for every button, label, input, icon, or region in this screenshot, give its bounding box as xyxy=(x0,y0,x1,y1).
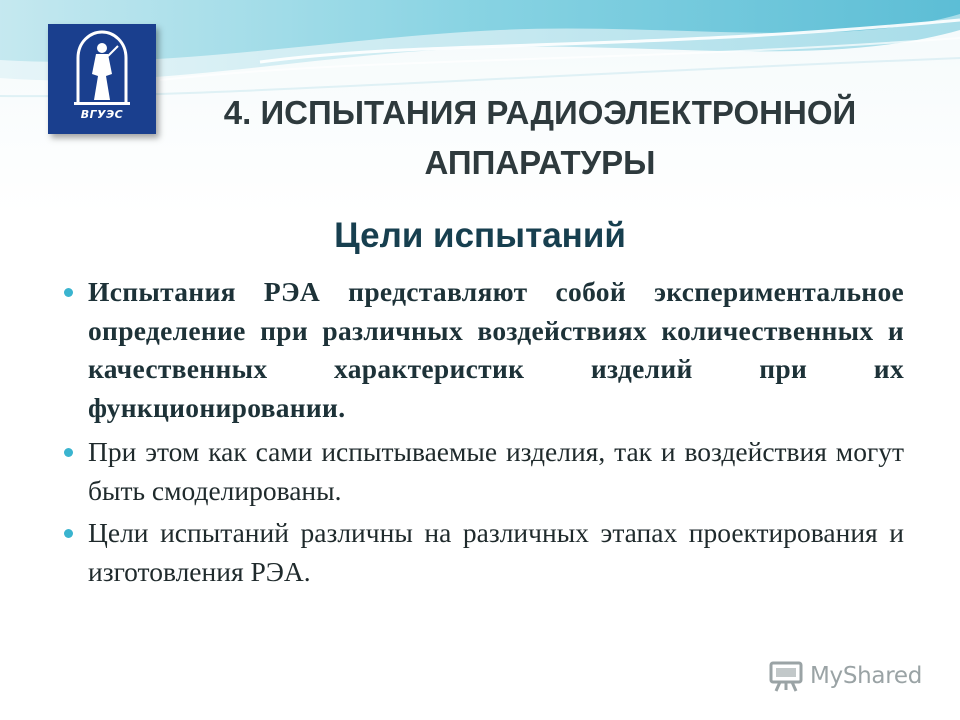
slide-title: 4. ИСПЫТАНИЯ РАДИОЭЛЕКТРОННОЙ АППАРАТУРЫ xyxy=(223,94,857,181)
bullet-text: При этом как сами испытываемые изделия, так и воздействия могут быть смоделированы. xyxy=(88,436,904,506)
watermark-text: MyShared xyxy=(810,663,923,689)
bullet-dot-icon xyxy=(64,448,73,457)
bullet-text: Испытания РЭА представляют собой экспериментальное определение при различных воздействиях количественных и качественных характеристик изделий при их функционировании. xyxy=(88,276,904,423)
bullet-list xyxy=(62,273,904,595)
bullet-dot-icon xyxy=(64,529,73,538)
slide-subtitle: Цели испытаний xyxy=(334,216,626,255)
presentation-board-icon xyxy=(768,660,804,692)
bullet-dot-icon xyxy=(64,288,73,297)
bullet-text: Цели испытаний различны на различных этапах проектирования и изготовления РЭА. xyxy=(88,517,904,587)
university-logo xyxy=(48,24,156,134)
bullet-item xyxy=(62,433,904,510)
logo-text: ВГУЭС xyxy=(80,108,124,121)
myshared-watermark[interactable] xyxy=(768,658,938,694)
statue-emblem-icon xyxy=(48,24,156,108)
bullet-item xyxy=(62,273,904,427)
bullet-item xyxy=(62,514,904,591)
